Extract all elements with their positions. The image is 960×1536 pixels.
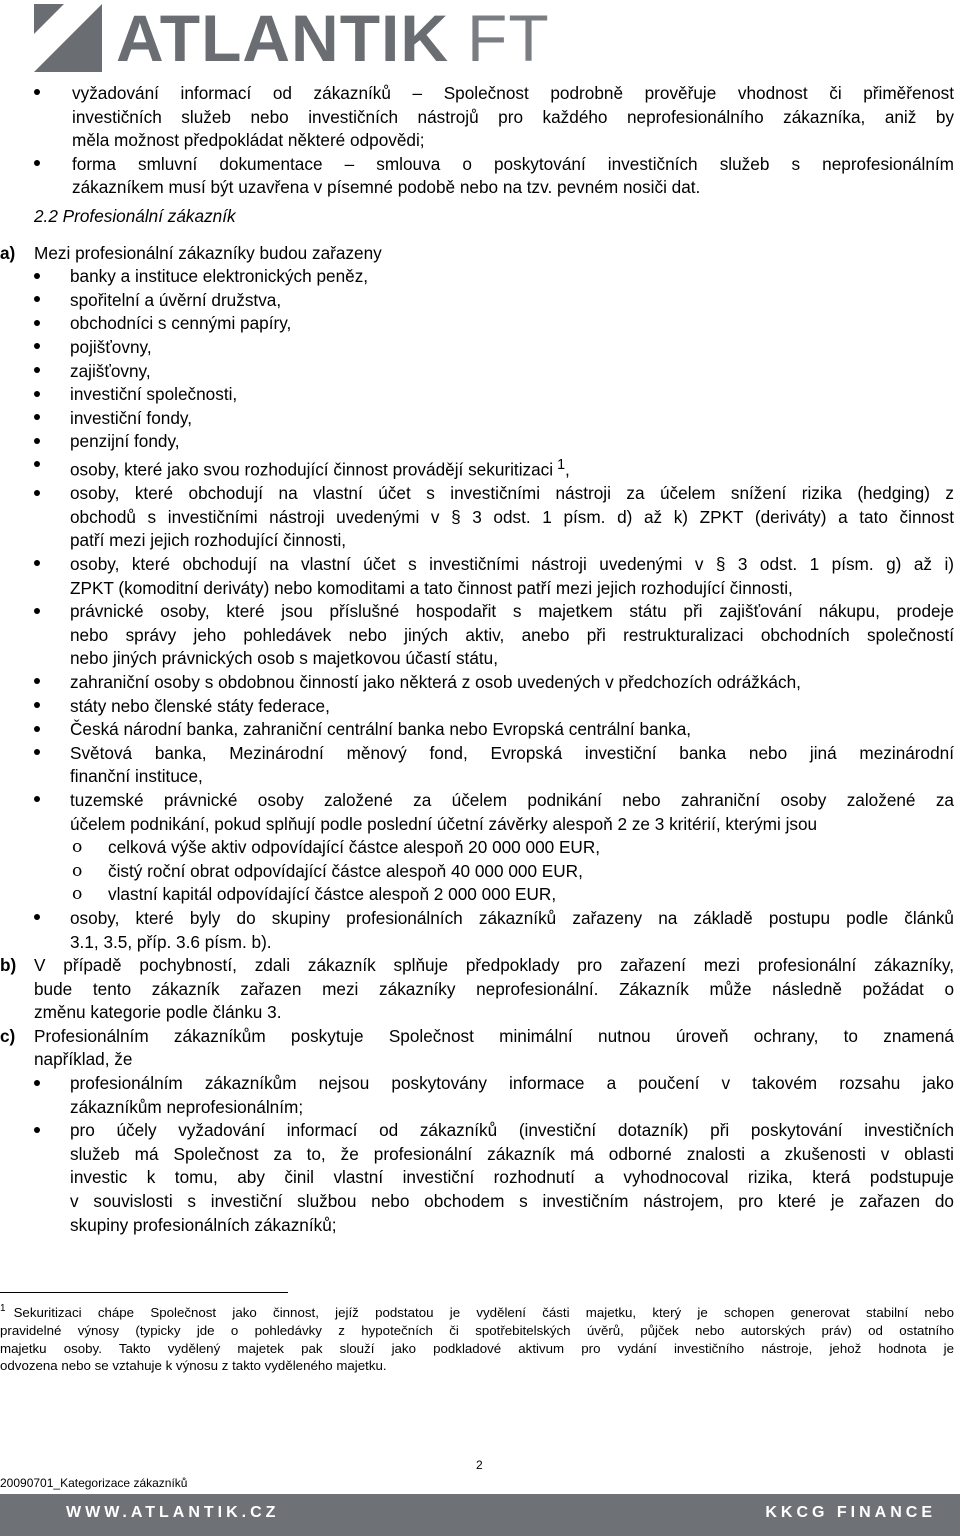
bullet-dot-icon (34, 608, 40, 614)
section-heading: 2.2 Profesionální zákazník (34, 205, 236, 226)
list-item (0, 1072, 960, 1119)
bullet-marker (0, 553, 70, 600)
list-item (0, 383, 960, 407)
text-line: Česká národní banka, zahraniční centrální banka nebo Evropská centrální banka, (70, 719, 692, 740)
bullet-dot-icon (34, 1080, 40, 1086)
text-line: obchodů s investičními nástroji uvedenými v § 3 odst. 1 písm. d) až k) ZPKT (deriváty) a tato činnost (70, 506, 954, 527)
footer-bar (0, 1494, 960, 1536)
criterion-marker: o (72, 884, 83, 905)
text-line: profesionálním zákazníkům nejsou poskytovány informace a poučení v takovém rozsahu jako (70, 1073, 954, 1094)
bullet-marker (0, 482, 70, 553)
text-line: finanční instituce, (70, 766, 203, 787)
bullet-marker (0, 430, 70, 454)
list-item (0, 742, 960, 789)
footnote-line: majetku osoby. Takto vydělený majetek pak slouží jako podkladové aktivum pro vydání investičního nástroje, jehož hodnota je (0, 1340, 954, 1356)
list-a-intro: Mezi profesionální zákazníky budou zařazeny (34, 242, 382, 263)
text-line: zákazníkem musí být uzavřena v písemné podobě nebo na tzv. pevném nosiči dat. (72, 177, 701, 198)
text-line: pojišťovny, (70, 336, 152, 357)
footnote-divider (0, 1292, 288, 1293)
text-line: změnu kategorie podle článku 3. (34, 1002, 282, 1023)
bullet-dot-icon (34, 391, 40, 397)
text-line: investiční fondy, (70, 407, 192, 428)
list-item-text (70, 789, 954, 836)
text-line: vyžadování informací od zákazníků – Společnost podrobně prověřuje vhodnost či přiměřenost (72, 83, 954, 103)
text-line: bude tento zákazník zařazen mezi zákazníky neprofesionální. Zákazník může následně požádat o (34, 978, 954, 999)
text-line: pro účely vyžadování informací od zákazníků (investiční dotazník) při poskytování investičních (70, 1120, 954, 1141)
bullet-dot-icon (34, 726, 40, 732)
list-item-text (70, 1119, 954, 1237)
list-item-text (70, 718, 954, 742)
list-item-text (70, 312, 954, 336)
page-number: 2 (476, 1458, 483, 1472)
bullet-dot-icon (34, 1127, 40, 1133)
list-item-text (70, 1072, 954, 1119)
list-item-text (70, 407, 954, 431)
text-line: patří mezi jejich rozhodující činnosti, (70, 530, 347, 551)
list-item-text (70, 430, 954, 454)
text-line: státy nebo členské státy federace, (70, 695, 330, 716)
bullet-dot-icon (34, 320, 40, 326)
bullet-dot-icon (34, 749, 40, 755)
bullet-marker (0, 407, 70, 431)
list-item (0, 600, 960, 671)
text-line: 3.1, 3.5, příp. 3.6 písm. b). (70, 931, 272, 952)
list-item (0, 336, 960, 360)
text-line: tuzemské právnické osoby založené za účelem podnikání nebo zahraniční osoby založené za (70, 789, 954, 810)
text-line: v souvislosti s investiční službou nebo obchodem s investičním nástrojem, pro které je zařazen do (70, 1191, 954, 1212)
list-item (0, 482, 960, 553)
list-item (0, 553, 960, 600)
list-item-text (70, 907, 954, 954)
list-item-text (70, 383, 954, 407)
footnote-line: pravidelné výnosy (typicky jde o pohledávky z hypotečních či spotřebitelských úvěrů, půjček nebo autorských práv) od ostatního (0, 1322, 954, 1338)
list-item-text (70, 553, 954, 600)
list-item-text (70, 336, 954, 360)
text-line: investičních služeb nebo investičních nástrojů pro každého neprofesionálního zákazníka, aniž by (72, 106, 954, 127)
bullet-dot-icon (34, 414, 40, 420)
bullet-marker (0, 312, 70, 336)
list-c (0, 1025, 960, 1072)
bullet-marker (0, 336, 70, 360)
bullet-marker (0, 671, 70, 695)
text-line: měla možnost předpokládat některé odpovědi; (72, 130, 425, 151)
criterion-marker: o (72, 837, 83, 858)
bullet-marker (0, 789, 70, 836)
group-name: KKCG FINANCE (765, 1504, 936, 1521)
bullet-dot-icon (34, 702, 40, 708)
list-marker-c: c) (0, 1025, 16, 1046)
list-item (0, 907, 960, 954)
bullet-dot-icon (34, 343, 40, 349)
list-item (0, 718, 960, 742)
logo-text: ATLANTIK FT (116, 1, 550, 75)
list-marker-b: b) (0, 955, 17, 976)
bullet-dot-icon (34, 678, 40, 684)
bullet-marker (0, 718, 70, 742)
text-line: investic k tomu, aby činil vlastní investiční rozhodnutí a vyhodnocoval rizika, která podstupuje (70, 1167, 954, 1188)
criterion-text: čistý roční obrat odpovídající částce alespoň 40 000 000 EUR, (108, 860, 583, 881)
bullet-marker (0, 1119, 70, 1237)
text-line: osoby, které obchodují na vlastní účet s investičními nástroji uvedenými v § 3 odst. 1 písm. g) až i) (70, 554, 954, 575)
list-item (0, 265, 960, 289)
bullet-marker (0, 600, 70, 671)
list-item-text (70, 482, 954, 553)
list-item-text (70, 671, 954, 695)
document-name: 20090701_Kategorizace zákazníků (0, 1476, 188, 1490)
criterion-item (0, 883, 960, 907)
bullet-marker (0, 1072, 70, 1119)
text-line: nebo správy jeho pohledávek nebo jiných aktiv, anebo při restrukturalizaci obchodních společností (70, 624, 954, 645)
text-line: Profesionálním zákazníkům poskytuje Společnost minimální nutnou úroveň ochrany, to znamená (34, 1025, 954, 1046)
website-link[interactable]: WWW.ATLANTIK.CZ (66, 1504, 280, 1521)
list-item (0, 153, 960, 200)
list-a (0, 242, 960, 266)
footnote-line: $^1$ Sekuritizaci chápe Společnost jako činnost, jejíž podstatou je vydělení části majetku, který je schopen generovat stabilní nebo (0, 1303, 954, 1320)
bullet-marker (0, 289, 70, 313)
bullet-marker (0, 265, 70, 289)
footnote-line: odvozena nebo se vztahuje k výnosu z takto vyděleného majetku. (0, 1358, 387, 1374)
text-line: banky a instituce elektronických peněz, (70, 266, 369, 287)
text-line: investiční společnosti, (70, 384, 238, 405)
footnote-number: 1 (0, 1303, 6, 1314)
list-item-text (70, 454, 954, 482)
list-item (0, 430, 960, 454)
list-item-text (72, 153, 954, 200)
bullet-marker (0, 907, 70, 954)
bullet-dot-icon (34, 367, 40, 373)
bullet-dot-icon (34, 160, 40, 166)
bullet-marker (0, 153, 72, 200)
bullet-dot-icon (34, 560, 40, 566)
text-line: forma smluvní dokumentace – smlouva o poskytování investičních služeb s neprofesionálním (72, 153, 954, 174)
criterion-item (0, 836, 960, 860)
bullet-marker (0, 360, 70, 384)
list-item (0, 312, 960, 336)
list-item-text (70, 695, 954, 719)
bullet-marker (0, 82, 72, 153)
bullet-dot-icon (34, 438, 40, 444)
text-line: například, že (34, 1049, 133, 1070)
list-item-text (70, 600, 954, 671)
list-item (0, 454, 960, 482)
text-line: zákazníkům neprofesionálním; (70, 1096, 304, 1117)
text-line: ZPKT (komoditní deriváty) nebo komoditami a tato činnost patří mezi jejich rozhodující činnosti, (70, 577, 793, 598)
list-item (0, 671, 960, 695)
footnote-ref: 1 (553, 456, 566, 473)
text-line: osoby, které obchodují na vlastní účet s investičními nástroji za účelem snížení rizika (hedging) z (70, 483, 954, 504)
text-line: Světová banka, Mezinárodní měnový fond, Evropská investiční banka nebo jiná mezinárodní (70, 742, 954, 763)
criterion-text: celková výše aktiv odpovídající částce alespoň 20 000 000 EUR, (108, 837, 601, 858)
bullet-dot-icon (34, 461, 40, 467)
bullet-dot-icon (34, 89, 40, 95)
criterion-text: vlastní kapitál odpovídající částce alespoň 2 000 000 EUR, (108, 884, 557, 905)
text-line: účelem podnikání, pokud splňují podle poslední účetní závěrky alespoň 2 ze 3 kritérií, kterými jsou (70, 813, 818, 834)
criterion-item (0, 860, 960, 884)
bullet-marker (0, 742, 70, 789)
bullet-dot-icon (34, 273, 40, 279)
list-item-text (72, 82, 954, 153)
list-b (0, 954, 960, 1025)
text-line: V případě pochybností, zdali zákazník splňuje předpoklady pro zařazení mezi profesionální zákazníky, (34, 955, 954, 976)
criterion-marker: o (72, 860, 83, 881)
footnote (0, 1300, 954, 1375)
list-c-text (34, 1025, 954, 1072)
list-item (0, 789, 960, 836)
list-item (0, 82, 960, 153)
list-item (0, 1119, 960, 1237)
text-line: nebo jiných právnických osob s majetkovou účastí státu, (70, 648, 499, 669)
list-item (0, 289, 960, 313)
text-line: skupiny profesionálních zákazníků; (70, 1214, 337, 1235)
bullet-marker (0, 454, 70, 482)
list-item-text (70, 289, 954, 313)
bullet-dot-icon (34, 490, 40, 496)
text-line: právnické osoby, které jsou příslušné hospodařit s majetkem státu při zajišťování nákupu, prodeje (70, 601, 954, 622)
text-line: obchodníci s cennými papíry, (70, 313, 292, 334)
bullet-dot-icon (34, 796, 40, 802)
list-item-text (70, 742, 954, 789)
list-item-text (70, 265, 954, 289)
text-line: zahraniční osoby s obdobnou činností jako některá z osob uvedených v předchozích odrážkách, (70, 671, 801, 692)
text-line: osoby, které byly do skupiny profesionálních zákazníků zařazeny na základě postupu podle článků (70, 907, 954, 928)
bullet-dot-icon (34, 914, 40, 920)
list-item (0, 407, 960, 431)
text-line: penzijní fondy, (70, 431, 180, 452)
text-line: zajišťovny, (70, 360, 151, 381)
list-item (0, 695, 960, 719)
list-item-text (70, 360, 954, 384)
bullet-marker (0, 383, 70, 407)
logo (34, 1, 550, 75)
atlantik-logo-icon (34, 4, 102, 72)
list-b-text (34, 954, 954, 1025)
document-body (0, 82, 960, 1237)
bullet-dot-icon (34, 296, 40, 302)
text-line: služeb má Společnost za to, že profesionální zákazník má odborné znalosti a zkušenosti v oblasti (70, 1143, 954, 1164)
list-marker-a: a) (0, 242, 16, 263)
bullet-marker (0, 695, 70, 719)
text-line: osoby, které jako svou rozhodující činnost provádějí sekuritizaci $^1$, (70, 456, 570, 480)
list-item (0, 360, 960, 384)
text-line: spořitelní a úvěrní družstva, (70, 289, 282, 310)
